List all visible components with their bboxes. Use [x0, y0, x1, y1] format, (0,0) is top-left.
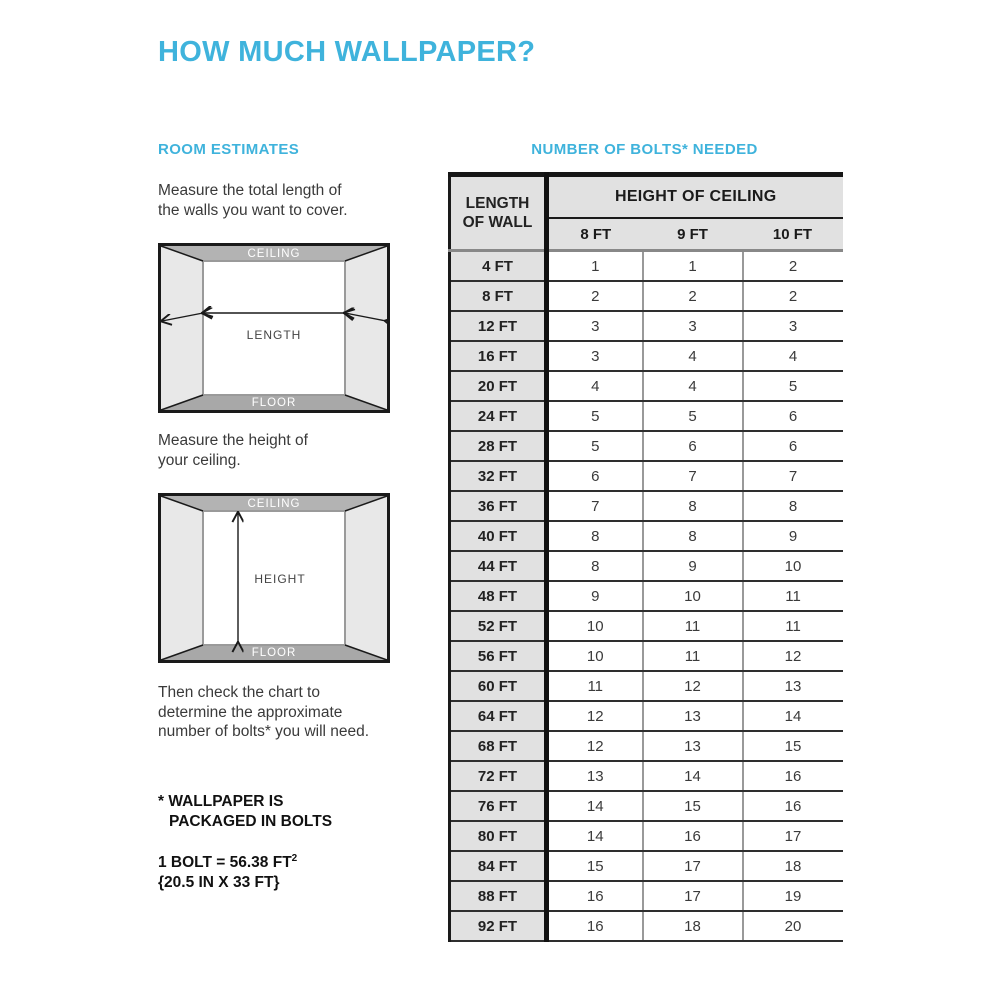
bolt-count-cell: 4: [643, 371, 743, 401]
footnote-line1: * WALLPAPER IS: [158, 793, 284, 810]
table-row: [450, 521, 843, 551]
bolt-count-cell: 8: [547, 521, 643, 551]
wall-length-cell: 28 FT: [450, 431, 547, 461]
floor-label: FLOOR: [251, 647, 297, 659]
bolt-count-cell: 3: [547, 341, 643, 371]
bolts-needed-heading: NUMBER OF BOLTS* NEEDED: [531, 141, 758, 158]
wall-length-cell: 24 FT: [450, 401, 547, 431]
bolt-count-cell: 12: [547, 731, 643, 761]
table-row: [450, 281, 843, 311]
room-estimates-heading: ROOM ESTIMATES: [158, 141, 300, 158]
table-row: [450, 491, 843, 521]
length-of-wall-line2: OF WALL: [462, 214, 533, 231]
table-row: [450, 851, 843, 881]
bolt-count-cell: 15: [643, 791, 743, 821]
bolt-count-cell: 1: [643, 251, 743, 282]
bolt-count-cell: 16: [743, 791, 843, 821]
floor-label: FLOOR: [251, 397, 297, 409]
col-header-10ft: 10 FT: [743, 218, 843, 251]
bolts-footnote: [158, 792, 458, 831]
step1-line1: Measure the total length of: [158, 182, 342, 199]
bolt-count-cell: 17: [643, 881, 743, 911]
bolt-count-cell: 19: [743, 881, 843, 911]
bolt-count-cell: 2: [547, 281, 643, 311]
bolt-count-cell: 14: [547, 791, 643, 821]
left-wall-surface: [161, 496, 203, 660]
col-header-9ft: 9 FT: [643, 218, 743, 251]
bolt-info-line2: {20.5 IN X 33 FT}: [158, 873, 280, 891]
table-row: [450, 671, 843, 701]
wall-length-cell: 32 FT: [450, 461, 547, 491]
bolt-count-cell: 9: [643, 551, 743, 581]
bolt-info-line1: 1 BOLT = 56.38 $FT^2$: [158, 853, 298, 872]
table-row: [450, 311, 843, 341]
right-wall-surface: [345, 246, 387, 410]
height-room-diagram: [158, 493, 390, 663]
table-row: [450, 341, 843, 371]
bolt-count-cell: 5: [547, 431, 643, 461]
bolt-count-cell: 9: [547, 581, 643, 611]
bolt-count-cell: 16: [743, 761, 843, 791]
bolt-count-cell: 11: [643, 611, 743, 641]
wall-length-cell: 36 FT: [450, 491, 547, 521]
table-row: [450, 821, 843, 851]
bolt-count-cell: 10: [547, 641, 643, 671]
wall-length-cell: 16 FT: [450, 341, 547, 371]
bolt-count-cell: 17: [643, 851, 743, 881]
step2-line2: your ceiling.: [158, 451, 241, 469]
bolt-count-cell: 11: [743, 581, 843, 611]
bolt-count-cell: 3: [547, 311, 643, 341]
bolt-count-cell: 7: [643, 461, 743, 491]
bolt-count-cell: 5: [547, 401, 643, 431]
table-row: [450, 881, 843, 911]
length-label: LENGTH: [246, 328, 302, 342]
ceiling-label: CEILING: [247, 248, 301, 260]
bolt-count-cell: 7: [547, 491, 643, 521]
length-of-wall-header: [450, 175, 547, 251]
wall-length-cell: 52 FT: [450, 611, 547, 641]
bolt-count-cell: 8: [643, 521, 743, 551]
length-of-wall-line1: LENGTH: [465, 195, 530, 212]
bolt-count-cell: 6: [743, 401, 843, 431]
header-row-1: [450, 175, 843, 219]
bolt-count-cell: 5: [643, 401, 743, 431]
bolt-count-cell: 7: [743, 461, 843, 491]
step1-text: [158, 181, 458, 220]
left-wall-surface: [161, 246, 203, 410]
bolts-table-body: [450, 251, 843, 942]
bolt-count-cell: 14: [743, 701, 843, 731]
table-row: [450, 611, 843, 641]
table-row: [450, 581, 843, 611]
table-row: [450, 461, 843, 491]
bolts-table-container: [448, 172, 843, 942]
height-of-ceiling-header: HEIGHT OF CEILING: [547, 175, 843, 219]
bolt-count-cell: 3: [643, 311, 743, 341]
bolt-count-cell: 8: [743, 491, 843, 521]
bolt-count-cell: 2: [643, 281, 743, 311]
height-label: HEIGHT: [254, 572, 306, 586]
wall-length-cell: 92 FT: [450, 911, 547, 941]
bolt-count-cell: 11: [547, 671, 643, 701]
bolt-count-cell: 8: [547, 551, 643, 581]
table-row: [450, 761, 843, 791]
bolt-count-cell: 10: [547, 611, 643, 641]
bolt-count-cell: 10: [743, 551, 843, 581]
bolt-count-cell: 18: [643, 911, 743, 941]
table-row: [450, 551, 843, 581]
bolts-needed-table: [448, 172, 843, 942]
bolt-count-cell: 8: [643, 491, 743, 521]
table-header: [450, 175, 843, 251]
bolt-count-cell: 13: [643, 701, 743, 731]
bolt-count-cell: 12: [643, 671, 743, 701]
wall-length-cell: 68 FT: [450, 731, 547, 761]
wall-length-cell: 48 FT: [450, 581, 547, 611]
page-title: HOW MUCH WALLPAPER?: [158, 36, 536, 68]
step3-line1: Then check the chart to: [158, 684, 320, 701]
bolt-count-cell: 10: [643, 581, 743, 611]
wall-length-cell: 84 FT: [450, 851, 547, 881]
wall-length-cell: 44 FT: [450, 551, 547, 581]
table-row: [450, 641, 843, 671]
bolt-count-cell: 18: [743, 851, 843, 881]
bolt-count-cell: 20: [743, 911, 843, 941]
wall-length-cell: 76 FT: [450, 791, 547, 821]
step3-line2: determine the approximate: [158, 703, 343, 721]
step3-line3: number of bolts* you will need.: [158, 723, 370, 740]
bolt-count-cell: 17: [743, 821, 843, 851]
bolt-count-cell: 5: [743, 371, 843, 401]
bolt-count-cell: 11: [743, 611, 843, 641]
step2-line1: Measure the height of: [158, 432, 308, 449]
bolt-count-cell: 16: [643, 821, 743, 851]
length-room-diagram: [158, 243, 390, 413]
squared-superscript: 2: [291, 853, 298, 864]
bolt-count-cell: 2: [743, 251, 843, 282]
bolt-count-cell: 14: [547, 821, 643, 851]
bolt-count-cell: 16: [547, 881, 643, 911]
table-row: [450, 251, 843, 282]
bolt-count-cell: 11: [643, 641, 743, 671]
bolt-count-cell: 2: [743, 281, 843, 311]
wall-length-cell: 56 FT: [450, 641, 547, 671]
right-wall-surface: [345, 496, 387, 660]
table-row: [450, 431, 843, 461]
wall-length-cell: 8 FT: [450, 281, 547, 311]
bolt-count-cell: 15: [547, 851, 643, 881]
table-row: [450, 731, 843, 761]
bolt-count-cell: 13: [643, 731, 743, 761]
bolt-count-cell: 1: [547, 251, 643, 282]
table-row: [450, 701, 843, 731]
bolt-count-cell: 16: [547, 911, 643, 941]
table-row: [450, 791, 843, 821]
bolt-count-cell: 13: [547, 761, 643, 791]
bolt-count-cell: 15: [743, 731, 843, 761]
table-row: [450, 371, 843, 401]
wall-length-cell: 64 FT: [450, 701, 547, 731]
footnote-line2: PACKAGED IN BOLTS: [169, 812, 333, 830]
bolt-count-cell: 6: [643, 431, 743, 461]
step1-line2: the walls you want to cover.: [158, 201, 348, 219]
bolt-count-cell: 9: [743, 521, 843, 551]
bolt-count-cell: 12: [743, 641, 843, 671]
step3-text: [158, 683, 458, 742]
wall-length-cell: 12 FT: [450, 311, 547, 341]
bolt-count-cell: 14: [643, 761, 743, 791]
bolt-count-cell: 6: [743, 431, 843, 461]
wall-length-cell: 72 FT: [450, 761, 547, 791]
ceiling-label: CEILING: [247, 498, 301, 510]
bolt-count-cell: 3: [743, 311, 843, 341]
bolt-size-info: [158, 849, 458, 892]
table-row: [450, 401, 843, 431]
bolt-count-cell: 4: [643, 341, 743, 371]
table-row: [450, 911, 843, 941]
wall-length-cell: 80 FT: [450, 821, 547, 851]
bolt-count-cell: 13: [743, 671, 843, 701]
bolt-count-cell: 4: [743, 341, 843, 371]
wall-length-cell: 4 FT: [450, 251, 547, 282]
col-header-8ft: 8 FT: [547, 218, 643, 251]
wall-length-cell: 60 FT: [450, 671, 547, 701]
wall-length-cell: 40 FT: [450, 521, 547, 551]
wall-length-cell: 88 FT: [450, 881, 547, 911]
wall-length-cell: 20 FT: [450, 371, 547, 401]
step2-text: [158, 431, 458, 470]
bolt-count-cell: 4: [547, 371, 643, 401]
bolt-count-cell: 6: [547, 461, 643, 491]
bolt-count-cell: 12: [547, 701, 643, 731]
